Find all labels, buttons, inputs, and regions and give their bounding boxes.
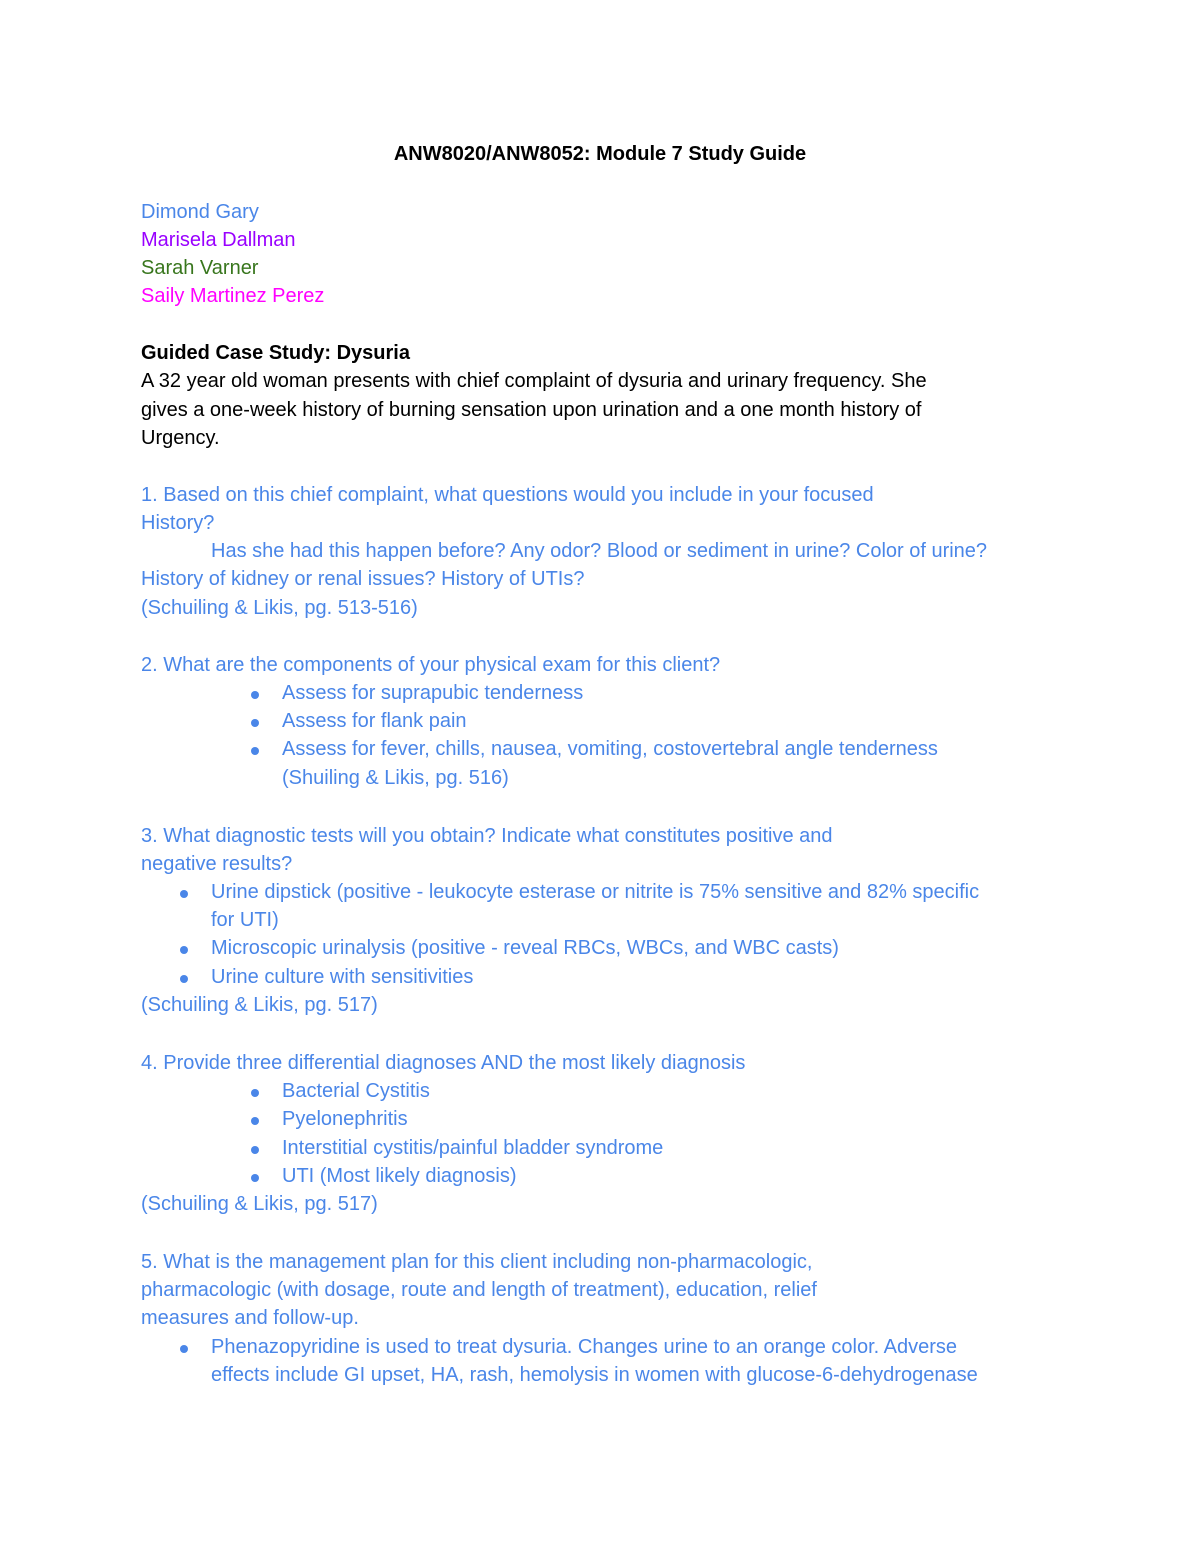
case-text-line: Urgency.: [141, 427, 220, 449]
bullet-icon: [180, 1345, 188, 1353]
author-4: Saily Martinez Perez: [141, 285, 325, 307]
question-1: 1. Based on this chief complaint, what questions would you include in your focused: [141, 484, 874, 506]
reference-4: (Schuiling & Likis, pg. 517): [141, 1193, 378, 1215]
question-1-cont: History?: [141, 512, 215, 534]
author-3: Sarah Varner: [141, 257, 259, 279]
question-5-cont: pharmacologic (with dosage, route and length of treatment), education, relief: [141, 1279, 817, 1301]
bullet-icon: [180, 975, 188, 983]
question-2: 2. What are the components of your physical exam for this client?: [141, 654, 721, 676]
q4-bullet-4: UTI (Most likely diagnosis): [282, 1165, 517, 1187]
question-5: 5. What is the management plan for this client including non-pharmacologic,: [141, 1251, 813, 1273]
q3-bullet-1-cont: for UTI): [211, 909, 279, 931]
case-text-line: gives a one-week history of burning sensation upon urination and a one month history of: [141, 399, 922, 421]
q3-bullet-1: Urine dipstick (positive - leukocyte esterase or nitrite is 75% sensitive and 82% specific: [211, 881, 980, 903]
q5-bullet-1: Phenazopyridine is used to treat dysuria. Changes urine to an orange color. Adverse: [211, 1336, 958, 1358]
q2-bullet-2: Assess for flank pain: [282, 710, 467, 732]
case-text-line: A 32 year old woman presents with chief complaint of dysuria and urinary frequency. She: [141, 370, 927, 392]
question-4: 4. Provide three differential diagnoses AND the most likely diagnosis: [141, 1052, 746, 1074]
q3-bullet-2: Microscopic urinalysis (positive - reveal RBCs, WBCs, and WBC casts): [211, 937, 839, 959]
document-title: ANW8020/ANW8052: Module 7 Study Guide: [393, 143, 807, 165]
answer-1-cont: History of kidney or renal issues? History of UTIs?: [141, 568, 585, 590]
q3-bullet-3: Urine culture with sensitivities: [211, 966, 474, 988]
reference-2: (Shuiling & Likis, pg. 516): [282, 767, 509, 789]
question-3: 3. What diagnostic tests will you obtain? Indicate what constitutes positive and: [141, 825, 833, 847]
q5-bullet-1-cont: effects include GI upset, HA, rash, hemolysis in women with glucose-6-dehydrogenase: [211, 1364, 978, 1386]
q4-bullet-2: Pyelonephritis: [282, 1108, 408, 1130]
q4-bullet-1: Bacterial Cystitis: [282, 1080, 430, 1102]
bullet-icon: [251, 1146, 259, 1154]
bullet-icon: [251, 719, 259, 727]
bullet-icon: [251, 747, 259, 755]
question-5-cont: measures and follow-up.: [141, 1307, 359, 1329]
reference-1: (Schuiling & Likis, pg. 513-516): [141, 597, 418, 619]
bullet-icon: [180, 890, 188, 898]
bullet-icon: [251, 1089, 259, 1097]
case-heading: Guided Case Study: Dysuria: [141, 342, 410, 364]
answer-1: Has she had this happen before? Any odor? Blood or sediment in urine? Color of urine?: [211, 540, 988, 562]
author-2: Marisela Dallman: [141, 229, 296, 251]
reference-3: (Schuiling & Likis, pg. 517): [141, 994, 378, 1016]
bullet-icon: [251, 1117, 259, 1125]
question-3-cont: negative results?: [141, 853, 293, 875]
bullet-icon: [251, 691, 259, 699]
q4-bullet-3: Interstitial cystitis/painful bladder syndrome: [282, 1137, 664, 1159]
bullet-icon: [180, 946, 188, 954]
bullet-icon: [251, 1174, 259, 1182]
q2-bullet-3: Assess for fever, chills, nausea, vomiting, costovertebral angle tenderness: [282, 738, 938, 760]
q2-bullet-1: Assess for suprapubic tenderness: [282, 682, 584, 704]
author-1: Dimond Gary: [141, 201, 259, 223]
